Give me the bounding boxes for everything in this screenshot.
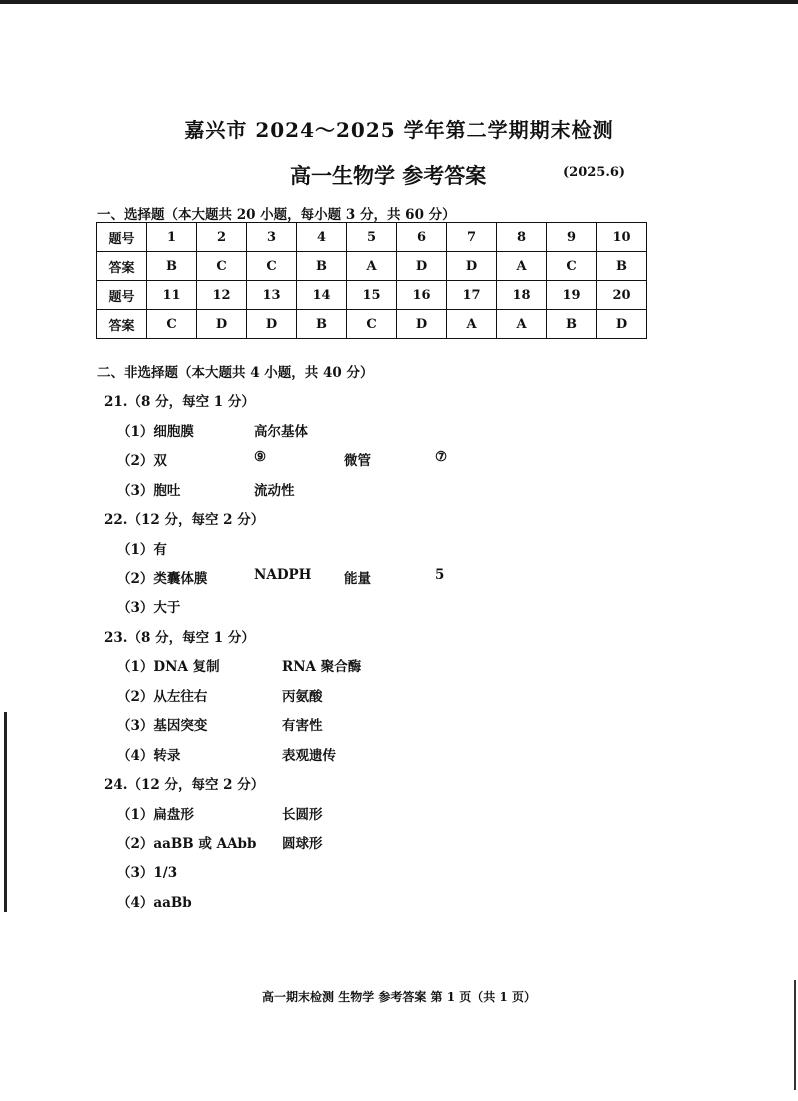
q21-answer-2: （2）双: [117, 453, 167, 469]
table-cell: 5: [347, 223, 397, 252]
q23-answer-3b: 有害性: [282, 718, 323, 734]
table-cell: D: [597, 310, 647, 339]
table-cell: 7: [447, 223, 497, 252]
scan-border-top: [0, 0, 798, 4]
table-row: [97, 310, 647, 339]
table-row: [97, 252, 647, 281]
table-cell: 6: [397, 223, 447, 252]
table-label-number: 题号: [97, 281, 147, 310]
table-cell: 13: [247, 281, 297, 310]
table-cell: 15: [347, 281, 397, 310]
table-row: [97, 281, 647, 310]
q23-heading: 23.（8 分，每空 1 分）: [104, 630, 255, 646]
q23-answer-1: （1）DNA 复制: [117, 659, 220, 675]
table-cell: 14: [297, 281, 347, 310]
table-cell: C: [147, 310, 197, 339]
table-cell: D: [247, 310, 297, 339]
table-cell: B: [297, 310, 347, 339]
q22-answer-2b: NADPH: [254, 567, 312, 583]
q24-answer-1b: 长圆形: [282, 807, 323, 823]
table-cell: D: [447, 252, 497, 281]
table-cell: A: [497, 310, 547, 339]
table-cell: A: [447, 310, 497, 339]
answer-table: [96, 222, 647, 339]
table-cell: 10: [597, 223, 647, 252]
table-cell: D: [397, 310, 447, 339]
q23-answer-1b: RNA 聚合酶: [282, 659, 362, 675]
table-cell: D: [197, 310, 247, 339]
section1-heading: 一、选择题（本大题共 20 小题，每小题 3 分，共 60 分）: [97, 207, 456, 223]
document-date: (2025.6): [563, 165, 626, 180]
table-label-number: 题号: [97, 223, 147, 252]
q24-answer-1: （1）扁盘形: [117, 807, 194, 823]
q21-answer-2b: ⑨: [254, 449, 267, 465]
table-cell: A: [347, 252, 397, 281]
q21-answer-3b: 流动性: [254, 483, 295, 499]
page-footer: 高一期末检测 生物学 参考答案 第 1 页（共 1 页）: [262, 990, 536, 1004]
q21-answer-2c: 微管: [344, 453, 371, 469]
table-cell: A: [497, 252, 547, 281]
table-cell: C: [247, 252, 297, 281]
q22-answer-2: （2）类囊体膜: [117, 571, 208, 587]
table-cell: C: [547, 252, 597, 281]
q22-heading: 22.（12 分，每空 2 分）: [104, 512, 265, 528]
q24-answer-2b: 圆球形: [282, 836, 323, 852]
table-cell: 9: [547, 223, 597, 252]
table-cell: 2: [197, 223, 247, 252]
q23-answer-4b: 表观遗传: [282, 748, 336, 764]
table-cell: 8: [497, 223, 547, 252]
document-subtitle: 高一生物学 参考答案: [290, 163, 487, 188]
q22-answer-3: （3）大于: [117, 600, 181, 616]
q23-answer-4: （4）转录: [117, 748, 181, 764]
table-cell: 11: [147, 281, 197, 310]
q24-heading: 24.（12 分，每空 2 分）: [104, 777, 265, 793]
q21-answer-3: （3）胞吐: [117, 483, 181, 499]
table-row: [97, 223, 647, 252]
table-cell: 1: [147, 223, 197, 252]
table-cell: 12: [197, 281, 247, 310]
q24-answer-4: （4）aaBb: [117, 895, 192, 911]
table-cell: C: [197, 252, 247, 281]
table-label-answer: 答案: [97, 310, 147, 339]
q21-answer-2d: ⑦: [435, 449, 448, 465]
table-cell: B: [147, 252, 197, 281]
q23-answer-2b: 丙氨酸: [282, 689, 323, 705]
table-cell: 16: [397, 281, 447, 310]
q22-answer-2d: 5: [435, 567, 445, 583]
q22-answer-1: （1）有: [117, 542, 167, 558]
q24-answer-2: （2）aaBB 或 AAbb: [117, 836, 257, 852]
section2-heading: 二、非选择题（本大题共 4 小题，共 40 分）: [97, 365, 374, 381]
table-cell: D: [397, 252, 447, 281]
q21-answer-1: （1）细胞膜: [117, 424, 194, 440]
q21-heading: 21.（8 分，每空 1 分）: [104, 394, 255, 410]
table-cell: B: [597, 252, 647, 281]
q23-answer-2: （2）从左往右: [117, 689, 208, 705]
table-cell: B: [297, 252, 347, 281]
table-cell: C: [347, 310, 397, 339]
q23-answer-3: （3）基因突变: [117, 718, 208, 734]
document-title: 嘉兴市 2024～2025 学年第二学期期末检测: [184, 118, 614, 142]
table-cell: 18: [497, 281, 547, 310]
table-cell: 3: [247, 223, 297, 252]
table-cell: 4: [297, 223, 347, 252]
table-cell: 19: [547, 281, 597, 310]
q21-answer-1b: 高尔基体: [254, 424, 308, 440]
q22-answer-2c: 能量: [344, 571, 371, 587]
table-cell: 20: [597, 281, 647, 310]
table-cell: B: [547, 310, 597, 339]
table-label-answer: 答案: [97, 252, 147, 281]
q24-answer-3: （3）1/3: [117, 865, 178, 881]
scan-border-left: [4, 712, 7, 912]
table-cell: 17: [447, 281, 497, 310]
